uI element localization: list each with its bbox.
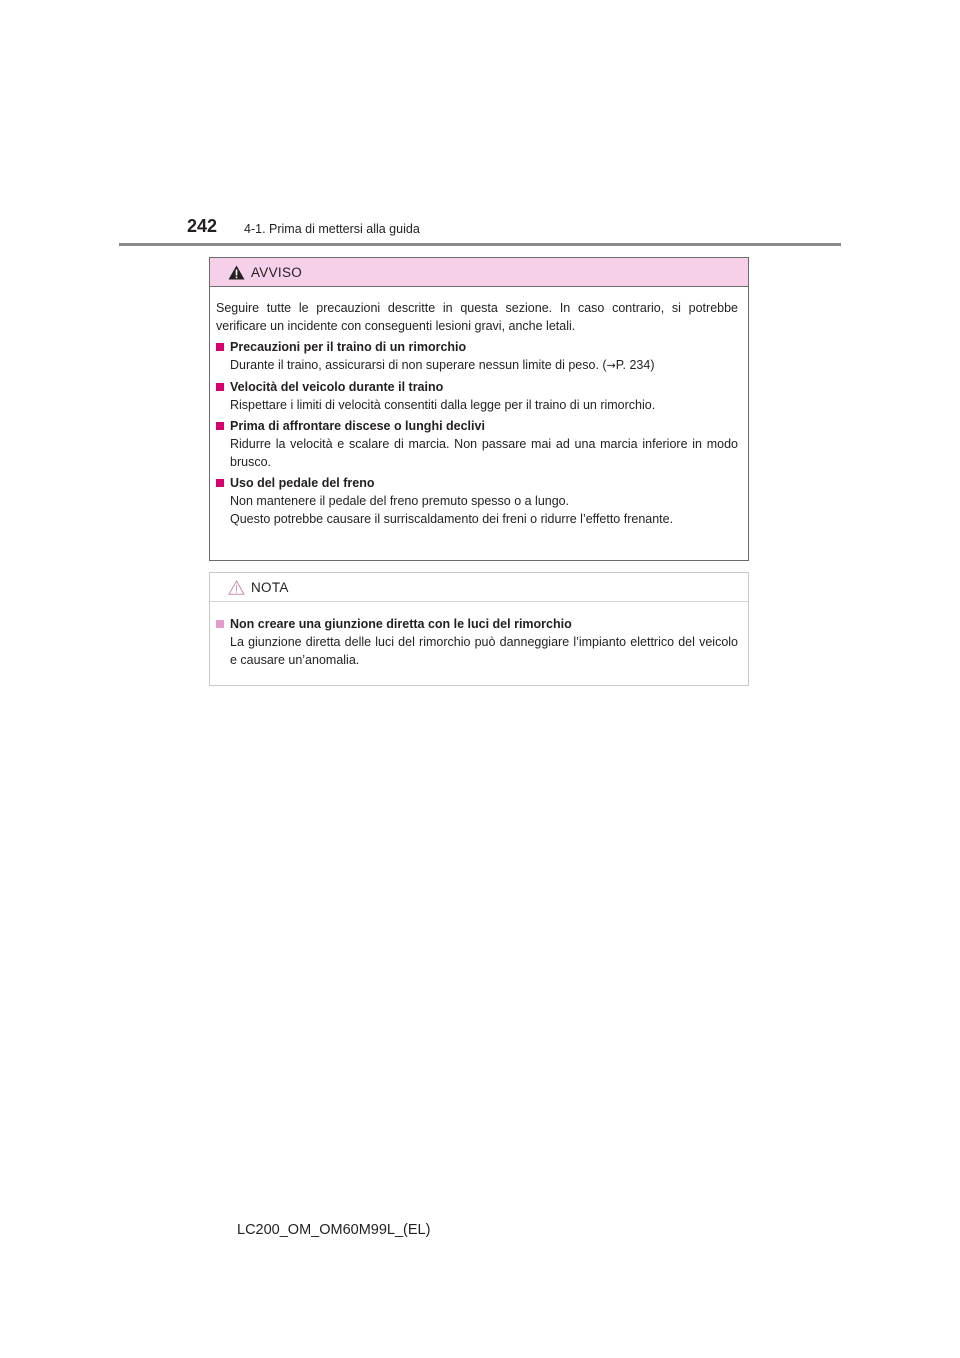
- square-bullet-icon: [216, 422, 224, 430]
- warning-title: AVVISO: [251, 264, 303, 280]
- notice-box: [209, 572, 749, 686]
- square-bullet-icon: [216, 343, 224, 351]
- square-bullet-icon: [216, 383, 224, 391]
- item-heading: Non creare una giunzione diretta con le luci del rimorchio: [230, 617, 572, 631]
- warning-intro: Seguire tutte le precauzioni descritte in questa sezione. In caso contrario, si potrebbe verificare un incidente con conseguenti lesioni gravi, anche letali.: [216, 301, 738, 333]
- warning-item-brake: [216, 474, 738, 528]
- arrow-icon: →: [606, 359, 616, 372]
- header-rule: [119, 243, 841, 246]
- notice-item-lights: [216, 615, 738, 669]
- warning-item-descents: [216, 417, 738, 471]
- item-heading: Uso del pedale del freno: [230, 476, 375, 490]
- section-title: 4-1. Prima di mettersi alla guida: [244, 222, 420, 236]
- square-bullet-icon: [216, 620, 224, 628]
- page-reference: P. 234): [615, 358, 655, 372]
- warning-body: [210, 287, 748, 528]
- caution-triangle-outline-icon: [228, 580, 245, 595]
- notice-body: [210, 602, 748, 669]
- notice-header: [210, 573, 748, 602]
- item-text: Ridurre la velocità e scalare di marcia. Non passare mai ad una marcia inferiore in modo brusco.: [230, 437, 738, 469]
- warning-header: [210, 258, 748, 287]
- page-number: 242: [187, 216, 218, 236]
- item-text: [216, 356, 738, 375]
- warning-item-towing: [216, 338, 738, 375]
- item-text-main: Durante il traino, assicurarsi di non superare nessun limite di peso. (: [230, 358, 607, 372]
- document-code: LC200_OM_OM60M99L_(EL): [237, 1222, 431, 1238]
- notice-title: NOTA: [251, 579, 289, 595]
- warning-item-speed: [216, 378, 738, 414]
- warning-box: [209, 257, 749, 561]
- item-text: La giunzione diretta delle luci del rimorchio può danneggiare l’impianto elettrico del veicolo e causare un’anomalia.: [230, 635, 738, 667]
- item-heading: Velocità del veicolo durante il traino: [230, 380, 444, 394]
- item-text: Rispettare i limiti di velocità consentiti dalla legge per il traino di un rimorchio.: [230, 398, 656, 412]
- item-text-secondary: Questo potrebbe causare il surriscaldamento dei freni o ridurre l’effetto frenante.: [230, 512, 674, 526]
- item-heading: Precauzioni per il traino di un rimorchio: [230, 340, 467, 354]
- item-heading: Prima di affrontare discese o lunghi declivi: [230, 419, 485, 433]
- warning-triangle-icon: [228, 265, 245, 280]
- square-bullet-icon: [216, 479, 224, 487]
- item-text: Non mantenere il pedale del freno premuto spesso o a lungo.: [230, 494, 570, 508]
